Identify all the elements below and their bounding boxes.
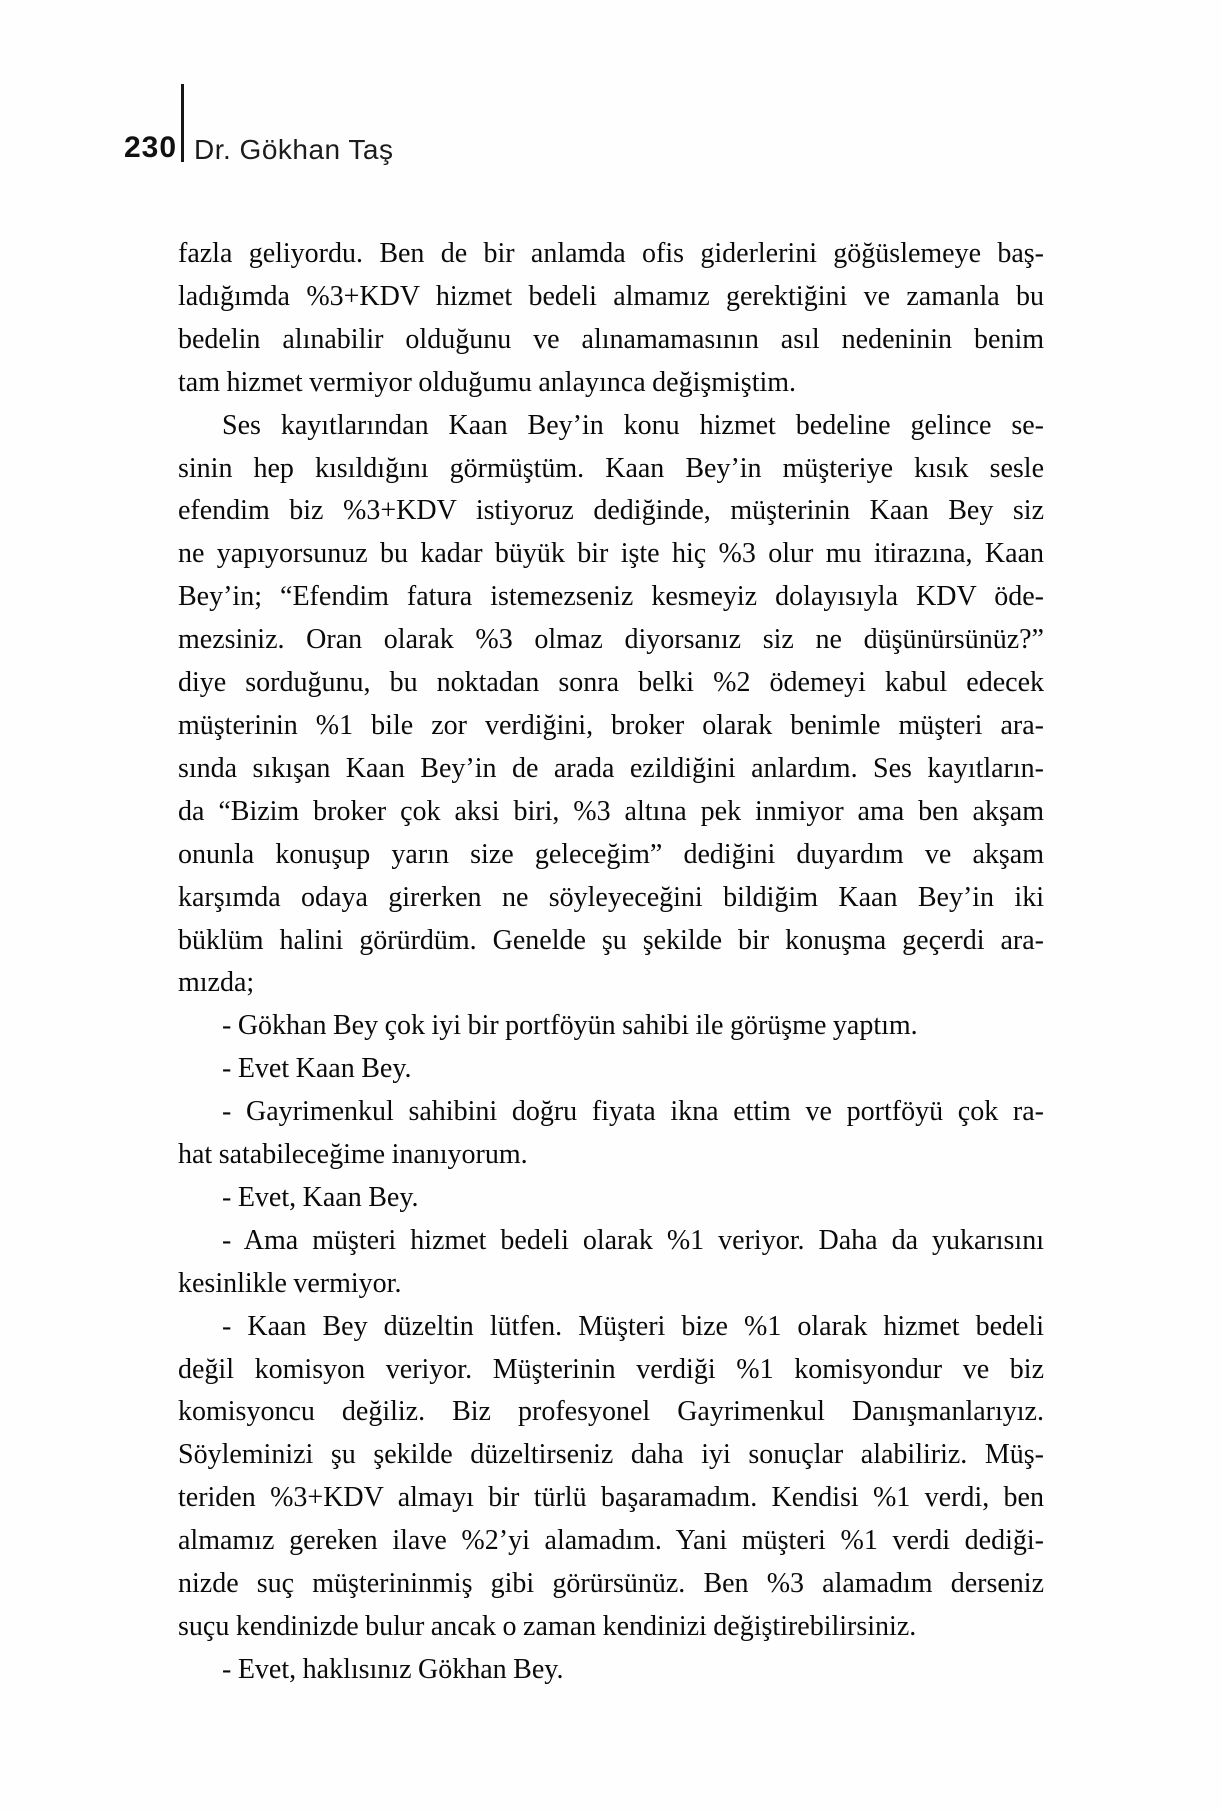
header-divider [181,84,184,162]
text-line: ne yapıyorsunuz bu kadar büyük bir işte hiç %3 olur mu itirazına, Kaan [178,538,1044,570]
text-line: mızda; [178,967,255,999]
text-line: bedelin alınabilir olduğunu ve alınamamasının asıl nedeninin benim [178,323,1044,355]
text-line: - Ama müşteri hizmet bedeli olarak %1 veriyor. Daha da yukarısını [222,1224,1044,1256]
text-line: kesinlikle vermiyor. [178,1267,402,1299]
text-block [178,233,1044,1692]
text-line: efendim biz %3+KDV istiyoruz dediğinde, müşterinin Kaan Bey siz [178,495,1044,527]
text-line: fazla geliyordu. Ben de bir anlamda ofis giderlerini göğüslemeye baş- [178,238,1044,269]
text-line: müşterinin %1 bile zor verdiğini, broker olarak benimle müşteri ara- [178,709,1044,741]
text-line: hat satabileceğime inanıyorum. [178,1139,528,1171]
text-line: diye sorduğunu, bu noktadan sonra belki %2 ödemeyi kabul edecek [178,667,1044,699]
text-line: - Evet, haklısınız Gökhan Bey. [222,1653,564,1685]
text-line: Bey’in; “Efendim fatura istemezseniz kesmeyiz dolayısıyla KDV öde- [178,581,1044,613]
text-line: suçu kendinizde bulur ancak o zaman kendinizi değiştirebilirsiniz. [178,1611,917,1642]
text-line: büklüm halini görürdüm. Genelde şu şekilde bir konuşma geçerdi ara- [178,924,1044,956]
text-line: - Evet Kaan Bey. [222,1053,412,1085]
author-name: Dr. Gökhan Taş [194,134,394,165]
text-line: nizde suç müşterininmiş gibi görürsünüz. Ben %3 alamadım derseniz [178,1568,1044,1600]
text-line: - Kaan Bey düzeltin lütfen. Müşteri bize %1 olarak hizmet bedeli [222,1310,1044,1342]
text-line: - Gayrimenkul sahibini doğru fiyata ikna ettim ve portföyü çok ra- [222,1096,1044,1128]
text-line: tam hizmet vermiyor olduğumu anlayınca değişmiştim. [178,366,797,398]
text-line: sında sıkışan Kaan Bey’in de arada ezildiğini anlardım. Ses kayıtların- [178,752,1044,784]
text-line: teriden %3+KDV almayı bir türlü başaramadım. Kendisi %1 verdi, ben [178,1482,1044,1514]
text-line: almamız gereken ilave %2’yi alamadım. Yani müşteri %1 verdi dediği- [178,1525,1044,1557]
text-line: Ses kayıtlarından Kaan Bey’in konu hizmet bedeline gelince se- [222,409,1044,441]
page-number: 230 [124,131,178,164]
text-line: değil komisyon veriyor. Müşterinin verdiği %1 komisyondur ve biz [178,1353,1044,1385]
text-line: - Evet, Kaan Bey. [222,1181,419,1213]
text-line: - Gökhan Bey çok iyi bir portföyün sahibi ile görüşme yaptım. [222,1010,918,1042]
text-line: karşımda odaya girerken ne söyleyeceğini bildiğim Kaan Bey’in iki [178,881,1044,913]
page-header [0,0,1221,170]
text-line: da “Bizim broker çok aksi biri, %3 altına pek inmiyor ama ben akşam [178,795,1044,827]
text-line: Söyleminizi şu şekilde düzeltirseniz daha iyi sonuçlar alabiliriz. Müş- [178,1439,1044,1471]
text-line: komisyoncu değiliz. Biz profesyonel Gayrimenkul Danışmanlarıyız. [178,1396,1044,1428]
text-line: ladığımda %3+KDV hizmet bedeli almamız gerektiğini ve zamanla bu [178,280,1044,312]
text-line: onunla konuşup yarın size geleceğim” dediğini duyardım ve akşam [178,838,1044,870]
text-line: mezsiniz. Oran olarak %3 olmaz diyorsanız siz ne düşünürsünüz?” [178,624,1044,656]
text-line: sinin hep kısıldığını görmüştüm. Kaan Bey’in müşteriye kısık sesle [178,452,1044,484]
